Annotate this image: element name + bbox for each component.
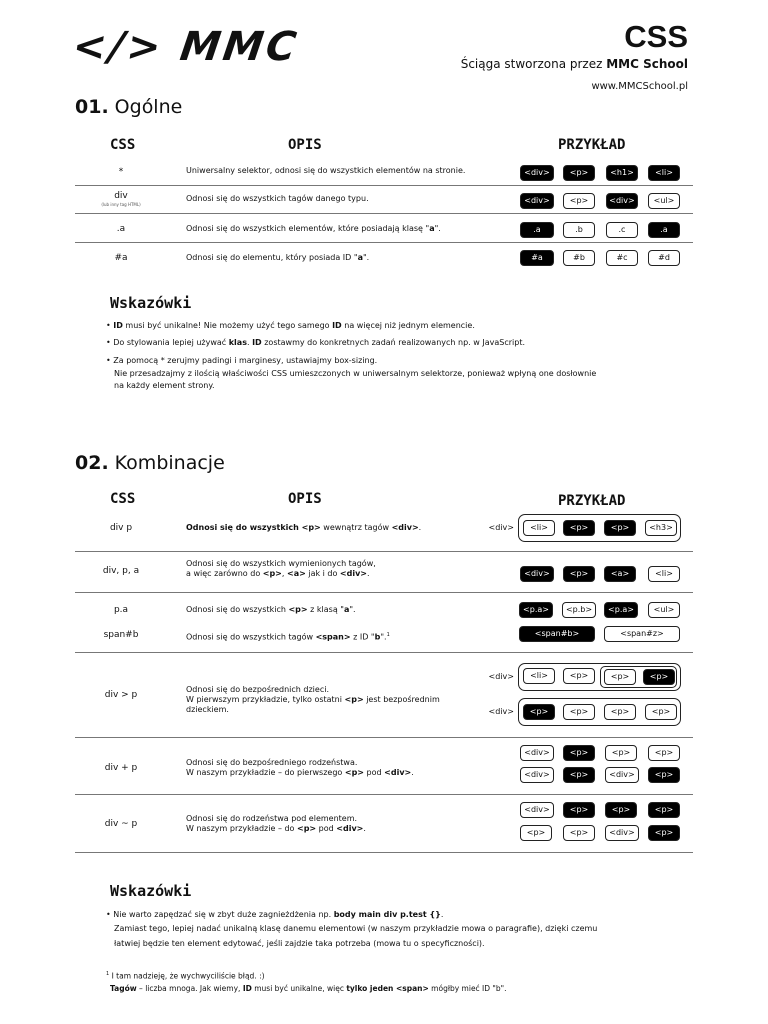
tag-pill: <p> xyxy=(563,668,595,684)
tag-pill: <span#b> xyxy=(519,626,595,642)
tag-pill: <p> xyxy=(520,825,552,841)
row-divider xyxy=(75,794,693,795)
tag-pill: <p> xyxy=(645,704,677,720)
tip-item-continued: na każdy element strony. xyxy=(114,381,215,390)
column-header-przyklad: PRZYKŁAD xyxy=(558,137,626,153)
section-heading-combinations: 02. Kombinacje xyxy=(75,452,225,474)
tag-pill: <p> xyxy=(563,802,595,818)
tag-pill: <h1> xyxy=(606,165,638,181)
tips-heading: Wskazówki xyxy=(110,882,192,900)
tag-pill: <p> xyxy=(604,704,636,720)
row-divider xyxy=(75,852,693,853)
tip-item-continued: Nie przesadzajmy z ilością właściwości CSS umieszczonych w uniwersalnym selektorze, ponieważ wpłyną one dosłownie xyxy=(114,369,597,378)
example-parent-label: <div> xyxy=(488,707,514,716)
selector-cell: div + p xyxy=(104,763,138,773)
row-divider xyxy=(75,551,693,552)
row-divider xyxy=(75,213,693,214)
tag-pill: <li> xyxy=(648,165,680,181)
website-url[interactable]: www.MMCSchool.pl xyxy=(591,81,688,92)
tag-pill: <p> xyxy=(563,745,595,761)
selector-cell: #a xyxy=(114,253,128,263)
description-cell: Odnosi się do wszystkich tagów danego typu. xyxy=(186,194,369,203)
tag-pill: <p> xyxy=(648,802,680,818)
tip-item-continued: Zamiast tego, lepiej nadać unikalną klasę danemu elementowi (w naszym przykładzie mowa o paragrafie), dzięki czemu xyxy=(114,924,598,933)
tag-pill: <div> xyxy=(520,193,554,209)
selector-cell: p.a xyxy=(113,605,129,615)
selector-cell: div xyxy=(114,191,128,201)
selector-cell: div p xyxy=(109,523,133,533)
selector-cell: .a xyxy=(116,224,126,234)
footnote-line: Tagów – liczba mnoga. Jak wiemy, ID musi być unikalne, więc tylko jeden <span> mógłby mieć ID "b". xyxy=(110,984,507,993)
tag-pill: <li> xyxy=(523,668,555,684)
tag-pill: <span#z> xyxy=(604,626,680,642)
column-header-przyklad: PRZYKŁAD xyxy=(558,493,626,509)
tag-pill: .a xyxy=(648,222,680,238)
tag-pill: <p> xyxy=(643,669,675,685)
tip-item: • Do stylowania lepiej używać klas. ID zostawmy do konkretnych zadań realizowanych np. w JavaScript. xyxy=(106,338,525,347)
tag-pill: <p> xyxy=(563,566,595,582)
tag-pill: <li> xyxy=(648,566,680,582)
logo: </> MMC xyxy=(69,24,302,70)
tag-pill: <ul> xyxy=(648,602,680,618)
tip-item: • Za pomocą * zerujmy padingi i marginesy, ustawiajmy box-sizing. xyxy=(106,356,378,365)
selector-cell: span#b xyxy=(103,630,139,640)
tag-pill: <p> xyxy=(648,745,680,761)
tag-pill: <h3> xyxy=(645,520,677,536)
description-cell: Odnosi się do wszystkich elementów, które posiadają klasę "a". xyxy=(186,224,441,233)
tip-item: • ID musi być unikalne! Nie możemy użyć tego samego ID na więcej niż jednym elemencie. xyxy=(106,321,475,330)
tag-pill: <li> xyxy=(523,520,555,536)
tag-pill: <div> xyxy=(520,802,554,818)
column-header-opis: OPIS xyxy=(288,491,322,507)
tips-heading: Wskazówki xyxy=(110,294,192,312)
tag-pill: #a xyxy=(520,250,554,266)
selector-cell: div > p xyxy=(104,690,138,700)
description-cell-line: W naszym przykładzie – do pierwszego <p> pod <div>. xyxy=(186,768,414,777)
row-divider xyxy=(75,737,693,738)
tag-pill: <p> xyxy=(648,825,680,841)
tag-pill: <p> xyxy=(563,825,595,841)
tag-pill: #c xyxy=(606,250,638,266)
tag-pill: <p> xyxy=(648,767,680,783)
section-heading-general: 01. Ogólne xyxy=(75,96,183,118)
row-divider xyxy=(75,652,693,653)
tag-pill: <div> xyxy=(520,767,554,783)
description-cell: Odnosi się do bezpośrednich dzieci. xyxy=(186,685,329,694)
tag-pill: <a> xyxy=(604,566,636,582)
tag-pill: <p> xyxy=(563,704,595,720)
tag-pill: <p> xyxy=(563,165,595,181)
description-cell: Odnosi się do wszystkich <p> wewnątrz tagów <div>. xyxy=(186,523,422,532)
tag-pill: <p.a> xyxy=(519,602,553,618)
description-cell: Odnosi się do elementu, który posiada ID "a". xyxy=(186,253,370,262)
tag-pill: <p.a> xyxy=(604,602,638,618)
tag-pill: <div> xyxy=(605,825,639,841)
tag-pill: <p> xyxy=(604,520,636,536)
column-header-opis: OPIS xyxy=(288,137,322,153)
tag-pill: <p> xyxy=(563,767,595,783)
description-cell: Odnosi się do wszystkich wymienionych tagów, xyxy=(186,559,376,568)
selector-cell: * xyxy=(118,167,124,177)
tag-pill: <div> xyxy=(605,767,639,783)
tag-pill: <p> xyxy=(604,669,636,685)
row-divider xyxy=(75,185,693,186)
tag-pill: <p.b> xyxy=(562,602,596,618)
description-cell: Odnosi się do rodzeństwa pod elementem. xyxy=(186,814,358,823)
selector-cell: div, p, a xyxy=(102,566,140,576)
tag-pill: .a xyxy=(520,222,554,238)
tag-pill: <ul> xyxy=(648,193,680,209)
column-header-css: CSS xyxy=(110,491,136,507)
description-cell: Odnosi się do wszystkich <p> z klasą "a". xyxy=(186,605,356,614)
selector-note: (lub inny tag HTML) xyxy=(101,202,141,207)
description-cell: Odnosi się do wszystkich tagów <span> z ID "b".$^1$ xyxy=(186,632,390,642)
selector-cell: div ~ p xyxy=(104,819,138,829)
tag-pill: #b xyxy=(563,250,595,266)
description-cell: Odnosi się do bezpośredniego rodzeństwa. xyxy=(186,758,358,767)
description-cell-line: W pierwszym przykładzie, tylko ostatni <p> jest bezpośrednim xyxy=(186,695,440,704)
tag-pill: <div> xyxy=(520,566,554,582)
tag-pill: <p> xyxy=(563,520,595,536)
row-divider xyxy=(75,592,693,593)
example-parent-label: <div> xyxy=(488,523,514,532)
column-header-css: CSS xyxy=(110,137,136,153)
tag-pill: <p> xyxy=(605,802,637,818)
document-title: CSS xyxy=(624,19,688,54)
tip-item-continued: łatwiej będzie ten element edytować, jeśli zajdzie taka potrzeba (mowa tu o specyficzności). xyxy=(114,939,485,948)
tag-pill: <div> xyxy=(520,745,554,761)
document-subtitle: Ściąga stworzona przez MMC School xyxy=(460,57,688,71)
tag-pill: .c xyxy=(606,222,638,238)
description-cell-line: W naszym przykładzie – do <p> pod <div>. xyxy=(186,824,366,833)
description-cell: Uniwersalny selektor, odnosi się do wszystkich elementów na stronie. xyxy=(186,166,466,175)
footnote: $^1$ I tam nadzieję, że wychwyciliście błąd. :) xyxy=(106,971,265,981)
tag-pill: .b xyxy=(563,222,595,238)
tag-pill: <p> xyxy=(605,745,637,761)
tag-pill: <p> xyxy=(523,704,555,720)
tag-pill: <div> xyxy=(520,165,554,181)
tag-pill: <p> xyxy=(563,193,595,209)
tag-pill: <div> xyxy=(606,193,638,209)
description-cell-line: dzieckiem. xyxy=(186,705,229,714)
description-cell-line: a więc zarówno do <p>, <a> jak i do <div>. xyxy=(186,569,370,578)
row-divider xyxy=(75,242,693,243)
example-parent-label: <div> xyxy=(488,672,514,681)
tip-item: • Nie warto zapędzać się w zbyt duże zagnieżdżenia np. body main div p.test {}. xyxy=(106,910,444,919)
tag-pill: #d xyxy=(648,250,680,266)
